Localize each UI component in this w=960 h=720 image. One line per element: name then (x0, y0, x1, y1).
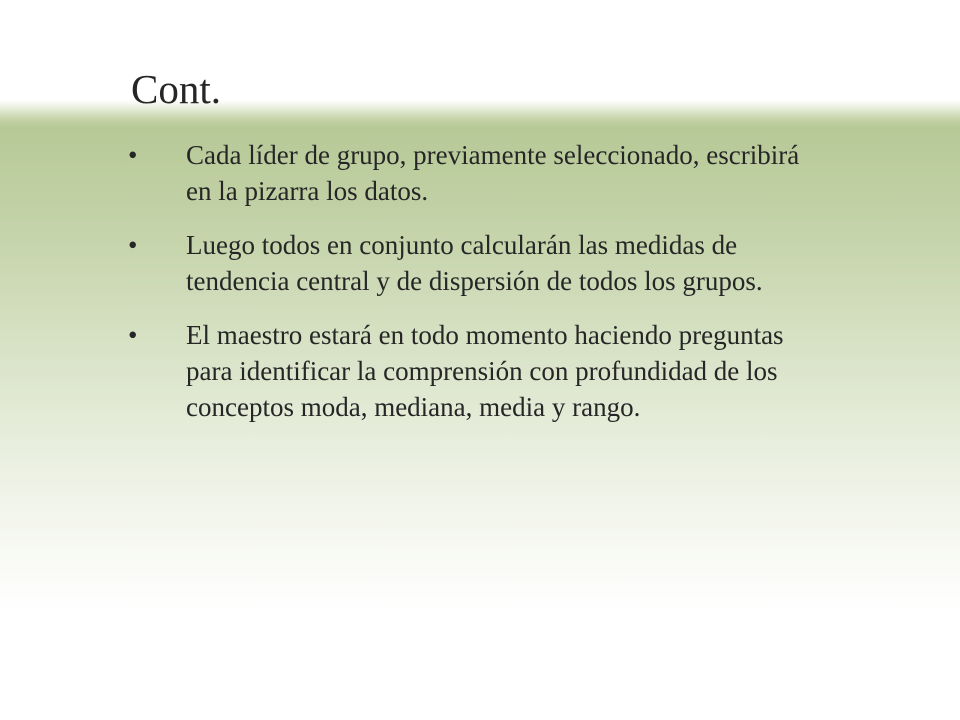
bullet-text: Cada líder de grupo, previamente seleccionado, escribirá en la pizarra los datos. (186, 140, 800, 206)
bullet-dot-icon: • (128, 320, 138, 350)
bullet-item (128, 227, 828, 299)
bullet-dot-icon: • (128, 140, 138, 170)
bullet-text: Luego todos en conjunto calcularán las medidas de tendencia central y de dispersión de todos los grupos. (186, 230, 763, 296)
bullet-list (128, 137, 828, 443)
bullet-item (128, 137, 828, 209)
slide-title: Cont. (131, 66, 221, 112)
bullet-item (128, 317, 828, 425)
bullet-dot-icon: • (128, 230, 138, 260)
bullet-text: El maestro estará en todo momento haciendo preguntas para identificar la comprensión con profundidad de los conceptos moda, mediana, media y rango. (186, 320, 784, 422)
